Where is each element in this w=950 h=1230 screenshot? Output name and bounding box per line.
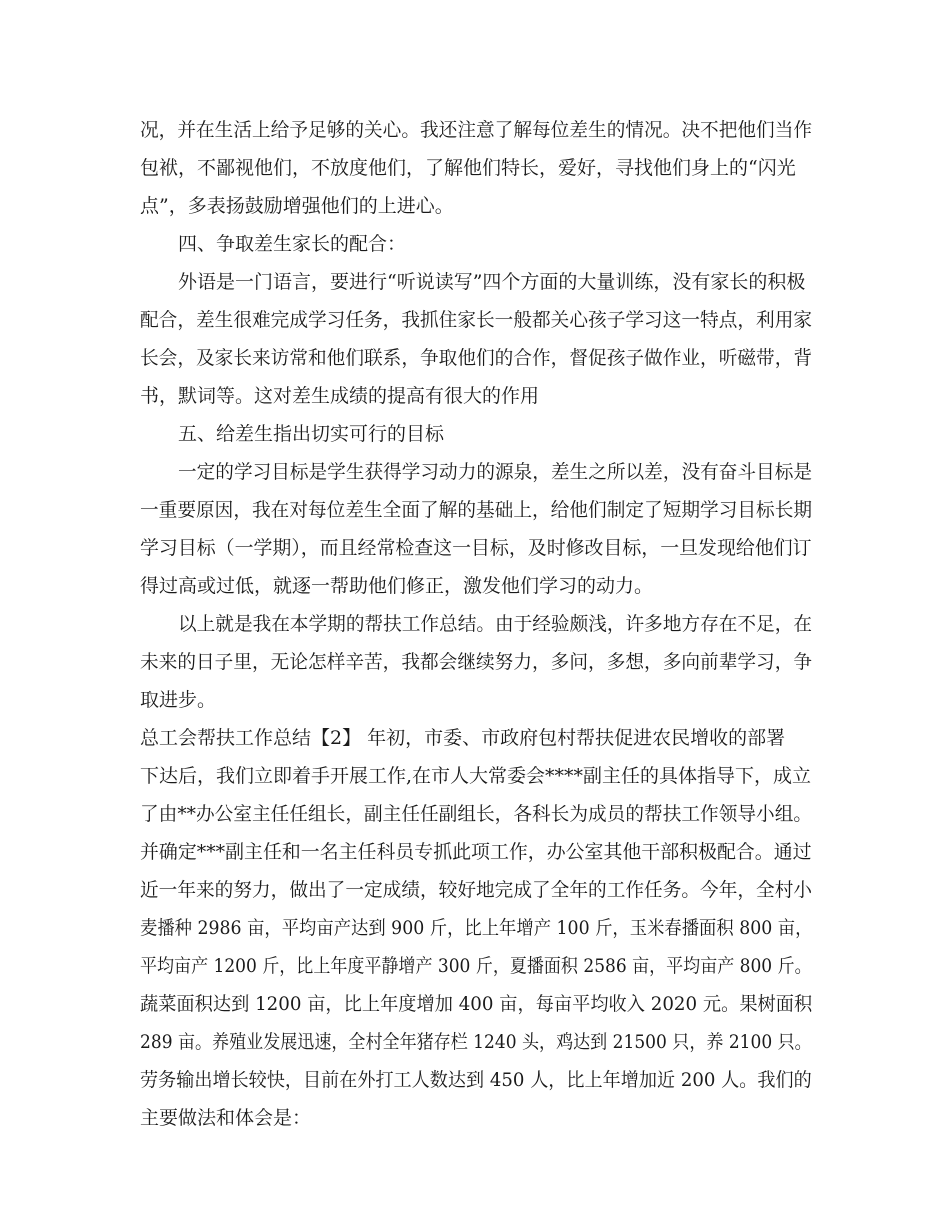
text-line: 主要做法和体会是： [140,1107,312,1129]
text-line: 并确定***副主任和一名主任科员专抓此项工作，办公室其他干部积极配合。通过 [140,841,812,863]
text-line: 平均亩产 1200 斤，比上年度平静增产 300 斤，夏播面积 2586 亩，平均亩产 800 斤。 [140,955,812,977]
text-line: 长会，及家长来访常和他们联系，争取他们的合作，督促孩子做作业，听磁带，背 [140,347,813,369]
text-line: 外语是一门语言，要进行“听说读写”四个方面的大量训练，没有家长的积极 [178,271,806,293]
text-line: 一定的学习目标是学生获得学习动力的源泉，差生之所以差，没有奋斗目标是 [178,461,812,483]
text-line: 未来的日子里，无论怎样辛苦，我都会继续努力，多问，多想，多向前辈学习，争 [140,651,813,673]
text-line: 下达后，我们立即着手开展工作,在市人大常委会****副主任的具体指导下，成立 [140,765,812,787]
section-heading: 五、给差生指出切实可行的目标 [178,423,445,445]
text-line: 况，并在生活上给予足够的关心。我还注意了解每位差生的情况。决不把他们当作 [140,119,813,141]
text-line: 了由**办公室主任任组长，副主任任副组长，各科长为成员的帮扶工作领导小组。 [140,803,813,825]
text-line: 点”，多表扬鼓励增强他们的上进心。 [140,195,454,217]
text-line: 麦播种 2986 亩，平均亩产达到 900 斤，比上年增产 100 斤，玉米春播面积 800 亩， [140,917,813,939]
text-line: 劳务输出增长较快，目前在外打工人数达到 450 人，比上年增加近 200 人。我们的 [140,1069,812,1091]
text-line: 289 亩。养殖业发展迅速，全村全年猪存栏 1240 头，鸡达到 21500 只，养 2100 只。 [140,1031,812,1053]
text-line: 近一年来的努力，做出了一定成绩，较好地完成了全年的工作任务。今年，全村小 [140,879,813,901]
text-line: 配合，差生很难完成学习任务，我抓住家长一般都关心孩子学习这一特点，利用家 [140,309,813,331]
text-line: 包袱，不鄙视他们，不放度他们，了解他们特长，爱好，寻找他们身上的“闪光 [140,157,796,179]
text-line: 蔬菜面积达到 1200 亩，比上年度增加 400 亩，每亩平均收入 2020 元。果树面积 [140,993,813,1015]
text-line: 以上就是我在本学期的帮扶工作总结。由于经验颇浅，许多地方存在不足，在 [178,613,812,635]
text-line: 书，默词等。这对差生成绩的提高有很大的作用 [140,385,540,407]
text-line: 一重要原因，我在对每位差生全面了解的基础上，给他们制定了短期学习目标长期 [140,499,813,521]
section-heading: 四、争取差生家长的配合： [178,233,407,255]
text-line: 学习目标（一学期），而且经常检查这一目标，及时修改目标，一旦发现给他们订 [140,537,812,559]
text-line: 得过高或过低，就逐一帮助他们修正，激发他们学习的动力。 [140,575,654,597]
text-line: 总工会帮扶工作总结【2】 年初，市委、市政府包村帮扶促进农民增收的部署 [140,727,786,749]
text-line: 取进步。 [140,689,217,711]
